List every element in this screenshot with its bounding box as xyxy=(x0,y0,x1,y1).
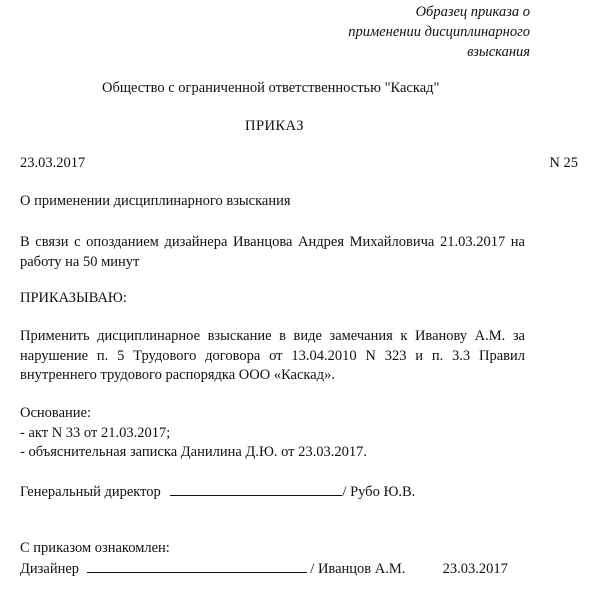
order-heading: ПРИКАЗЫВАЮ: xyxy=(20,290,127,306)
document-subject: О применении дисциплинарного взыскания xyxy=(20,193,291,209)
order-line-3: внутреннего трудового распорядка ООО «Каскад». xyxy=(20,367,335,383)
document-title: ПРИКАЗ xyxy=(245,118,305,134)
acquainted-signature-separator: / xyxy=(310,561,315,577)
reason-line-2: работу на 50 минут xyxy=(20,253,140,270)
reason-paragraph xyxy=(20,233,525,272)
sample-note-line-2: применении дисциплинарного xyxy=(348,24,530,40)
order-line-2: нарушение п. 5 Трудового договора от 13.04.2010 N 323 и п. 3.3 Правил xyxy=(20,347,525,364)
acquainted-date: 23.03.2017 xyxy=(442,561,508,577)
sample-note xyxy=(348,2,530,62)
basis-label: Основание: xyxy=(20,405,91,421)
director-name: Рубо Ю.В. xyxy=(350,484,416,500)
basis-block xyxy=(20,404,367,463)
acquainted-signature-row xyxy=(20,559,508,578)
director-signature-row xyxy=(20,482,415,501)
reason-line-1: В связи с опозданием дизайнера Иванцова Андрея Михайловича 21.03.2017 на xyxy=(20,234,525,250)
acquainted-name: Иванцов А.М. xyxy=(317,561,406,577)
document-date: 23.03.2017 xyxy=(20,155,86,171)
acquainted-signature-line xyxy=(87,559,307,573)
director-role: Генеральный директор xyxy=(20,484,161,500)
sample-note-line-3: взыскания xyxy=(467,44,530,60)
director-signature-line xyxy=(170,482,342,496)
acquainted-title: С приказом ознакомлен: xyxy=(20,540,170,556)
basis-item-note: - объяснительная записка Данилина Д.Ю. от 23.03.2017. xyxy=(20,444,367,460)
director-signature-separator: / xyxy=(342,484,347,500)
acquainted-role: Дизайнер xyxy=(20,561,80,577)
basis-item-act: - акт N 33 от 21.03.2017; xyxy=(20,424,171,441)
sample-note-line-1: Образец приказа о xyxy=(415,4,530,20)
order-paragraph xyxy=(20,327,525,386)
company-name: Общество с ограниченной ответственностью "Каскад" xyxy=(102,80,440,96)
order-line-1: Применить дисциплинарное взыскание в виде замечания к Иванову А.М. за xyxy=(20,328,525,344)
document-number: N 25 xyxy=(549,155,578,171)
